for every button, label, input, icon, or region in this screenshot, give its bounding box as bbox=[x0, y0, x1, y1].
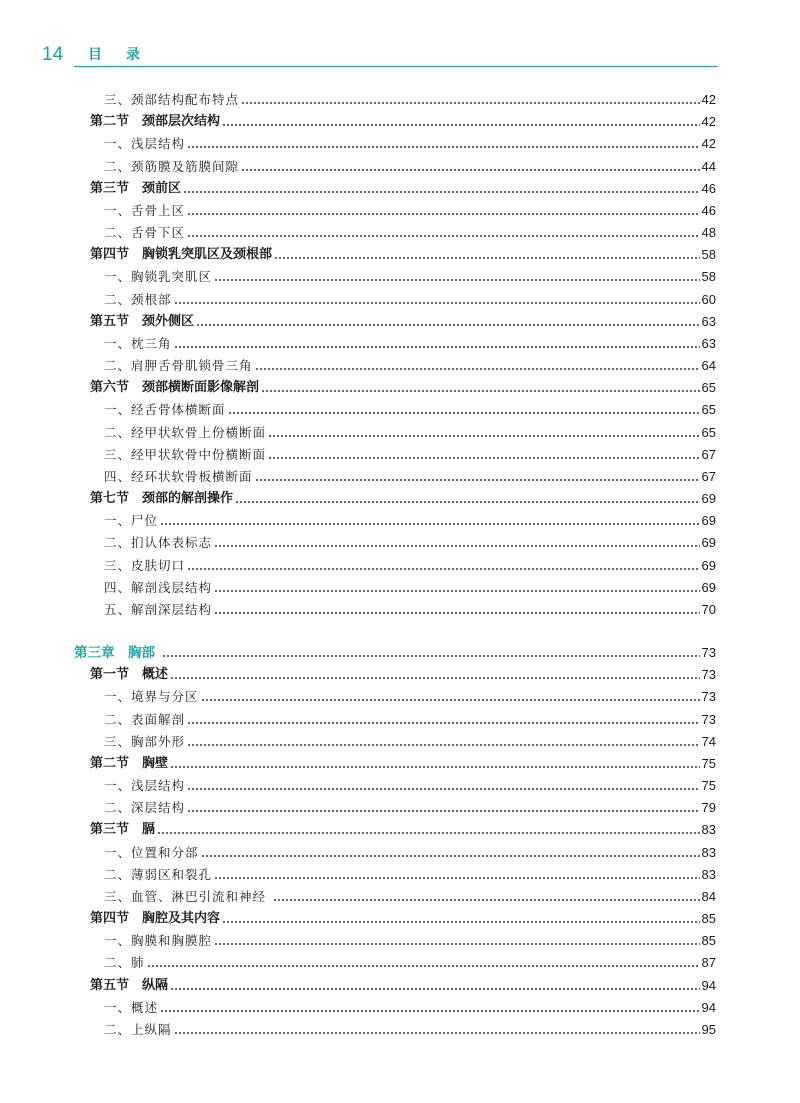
toc-section[interactable] bbox=[90, 972, 716, 994]
toc-entry-page: 58 bbox=[701, 247, 716, 262]
dot-leader bbox=[214, 545, 700, 547]
toc-entry-label: 三、经甲状软骨中份横断面 bbox=[104, 447, 267, 462]
toc-entry-label: 二、经甲状软骨上份横断面 bbox=[104, 425, 267, 440]
toc-subsection[interactable] bbox=[104, 728, 716, 750]
toc-entry-label: 二、肩胛舌骨肌锁骨三角 bbox=[104, 358, 253, 373]
toc-entry-label: 第五节 纵隔 bbox=[90, 978, 169, 993]
dot-leader bbox=[157, 832, 700, 834]
toc-entry-page: 83 bbox=[701, 867, 716, 882]
dot-leader bbox=[214, 877, 700, 879]
dot-leader bbox=[162, 655, 700, 657]
toc-subsection[interactable] bbox=[104, 574, 716, 596]
toc-entry-page: 42 bbox=[701, 114, 716, 129]
dot-leader bbox=[255, 479, 700, 481]
dot-leader bbox=[170, 988, 700, 990]
toc-subsection[interactable] bbox=[104, 883, 716, 905]
dot-leader bbox=[274, 257, 700, 259]
dot-leader bbox=[187, 235, 700, 237]
dot-leader bbox=[241, 169, 700, 171]
toc-entry-page: 83 bbox=[701, 845, 716, 860]
toc-entry-page: 42 bbox=[701, 136, 716, 151]
header-title-char-2: 录 bbox=[126, 47, 140, 63]
toc-entry-page: 60 bbox=[701, 292, 716, 307]
toc-entry-label: 四、解剖浅层结构 bbox=[104, 580, 213, 595]
toc-entry-page: 73 bbox=[701, 712, 716, 727]
dot-leader bbox=[174, 346, 700, 348]
dot-leader bbox=[187, 146, 700, 148]
toc-entry-label: 第五节 颈外侧区 bbox=[90, 314, 195, 329]
dot-leader bbox=[222, 921, 700, 923]
toc-entry-page: 69 bbox=[701, 580, 716, 595]
toc-entry-page: 67 bbox=[701, 447, 716, 462]
toc-entry-page: 70 bbox=[701, 602, 716, 617]
toc-section[interactable] bbox=[90, 661, 716, 683]
toc-entry-page: 65 bbox=[701, 425, 716, 440]
toc-entry-page: 74 bbox=[701, 734, 716, 749]
toc-entry-label: 二、薄弱区和裂孔 bbox=[104, 867, 213, 882]
toc-section[interactable] bbox=[90, 175, 716, 197]
toc-section[interactable] bbox=[90, 816, 716, 838]
toc-entry-label: 一、位置和分部 bbox=[104, 845, 199, 860]
dot-leader bbox=[214, 943, 700, 945]
toc-entry-page: 69 bbox=[701, 535, 716, 550]
dot-leader bbox=[241, 102, 700, 104]
dot-leader bbox=[174, 1032, 700, 1034]
toc-entry-label: 三、胸部外形 bbox=[104, 734, 186, 749]
toc-entry-page: 79 bbox=[701, 800, 716, 815]
toc-subsection[interactable] bbox=[104, 263, 716, 285]
toc-entry-label: 一、舌骨上区 bbox=[104, 203, 186, 218]
dot-leader bbox=[183, 191, 700, 193]
toc-subsection[interactable] bbox=[104, 529, 716, 551]
toc-entry-page: 42 bbox=[701, 92, 716, 107]
dot-leader bbox=[201, 699, 700, 701]
dot-leader bbox=[261, 390, 700, 392]
dot-leader bbox=[170, 677, 700, 679]
toc-entry-page: 94 bbox=[701, 978, 716, 993]
toc-entry-label: 二、颈根部 bbox=[104, 292, 172, 307]
dot-leader bbox=[196, 324, 700, 326]
toc-entry-page: 64 bbox=[701, 358, 716, 373]
toc-entry-label: 二、颈筋膜及筋膜间隙 bbox=[104, 159, 240, 174]
toc-section[interactable] bbox=[90, 241, 716, 263]
toc-entry-label: 第三节 膈 bbox=[90, 822, 156, 837]
toc-entry-label: 三、血管、淋巴引流和神经 bbox=[104, 889, 271, 904]
toc-entry-label: 二、深层结构 bbox=[104, 800, 186, 815]
toc-subsection[interactable] bbox=[104, 86, 716, 108]
toc-entry-page: 84 bbox=[701, 889, 716, 904]
toc-entry-page: 46 bbox=[701, 181, 716, 196]
toc-entry-label: 第一节 概述 bbox=[90, 667, 169, 682]
toc-entry-label: 第四节 胸锁乳突肌区及颈根部 bbox=[90, 247, 273, 262]
toc-entry-page: 73 bbox=[701, 689, 716, 704]
toc-section[interactable] bbox=[90, 108, 716, 130]
dot-leader bbox=[187, 722, 700, 724]
toc-subsection[interactable] bbox=[104, 330, 716, 352]
toc-subsection[interactable] bbox=[104, 861, 716, 883]
toc-subsection[interactable] bbox=[104, 839, 716, 861]
toc-subsection[interactable] bbox=[104, 130, 716, 152]
toc-entry-page: 48 bbox=[701, 225, 716, 240]
toc-entry-label: 二、表面解剖 bbox=[104, 712, 186, 727]
toc-entry-page: 63 bbox=[701, 336, 716, 351]
toc-entry-page: 65 bbox=[701, 402, 716, 417]
toc-entry-label: 二、上纵隔 bbox=[104, 1022, 172, 1037]
toc-subsection[interactable] bbox=[104, 772, 716, 794]
dot-leader bbox=[214, 590, 700, 592]
toc-entry-label: 一、概述 bbox=[104, 1000, 159, 1015]
toc-entry-label: 一、境界与分区 bbox=[104, 689, 199, 704]
toc-entry-label: 二、肺 bbox=[104, 955, 145, 970]
toc-subsection[interactable] bbox=[104, 949, 716, 971]
toc-subsection[interactable] bbox=[104, 396, 716, 418]
header-title-char-1: 目 bbox=[88, 47, 102, 63]
dot-leader bbox=[187, 213, 700, 215]
dot-leader bbox=[187, 810, 700, 812]
toc-entry-label: 四、经环状软骨板横断面 bbox=[104, 469, 253, 484]
dot-leader bbox=[235, 501, 700, 503]
header-rule bbox=[74, 66, 718, 67]
toc-subsection[interactable] bbox=[104, 552, 716, 574]
dot-leader bbox=[187, 788, 700, 790]
toc-subsection[interactable] bbox=[104, 441, 716, 463]
toc-entry-page: 75 bbox=[701, 756, 716, 771]
toc-entry-page: 63 bbox=[701, 314, 716, 329]
toc-chapter[interactable] bbox=[74, 639, 716, 661]
toc-entry-page: 58 bbox=[701, 269, 716, 284]
toc-entry-label: 三、颈部结构配布特点 bbox=[104, 92, 240, 107]
toc-entry-label: 三、皮肤切口 bbox=[104, 558, 186, 573]
dot-leader bbox=[268, 435, 700, 437]
dot-leader bbox=[228, 412, 700, 414]
toc-entry-page: 73 bbox=[701, 667, 716, 682]
toc-entry-label: 二、扪认体表标志 bbox=[104, 535, 213, 550]
toc-section[interactable] bbox=[90, 485, 716, 507]
toc-entry-label: 一、经舌骨体横断面 bbox=[104, 402, 226, 417]
toc-entry-label: 第二节 颈部层次结构 bbox=[90, 114, 221, 129]
toc-entry-label: 第三章 胸部 bbox=[74, 645, 160, 661]
dot-leader bbox=[214, 612, 700, 614]
toc-section[interactable] bbox=[90, 308, 716, 330]
dot-leader bbox=[174, 302, 700, 304]
toc-entry-page: 73 bbox=[701, 645, 716, 660]
toc-entry-label: 一、浅层结构 bbox=[104, 136, 186, 151]
page-number: 14 bbox=[42, 44, 64, 65]
toc-entry-label: 一、枕三角 bbox=[104, 336, 172, 351]
toc-entry-page: 69 bbox=[701, 513, 716, 528]
toc-entry-label: 第七节 颈部的解剖操作 bbox=[90, 491, 234, 506]
toc-section[interactable] bbox=[90, 750, 716, 772]
toc-entry-page: 69 bbox=[701, 558, 716, 573]
toc-entry-page: 44 bbox=[701, 159, 716, 174]
toc-entry-label: 一、尸位 bbox=[104, 513, 159, 528]
toc-subsection[interactable] bbox=[104, 1016, 716, 1038]
toc-entry-label: 第三节 颈前区 bbox=[90, 181, 182, 196]
toc-subsection[interactable] bbox=[104, 419, 716, 441]
dot-leader bbox=[170, 766, 700, 768]
toc-subsection[interactable] bbox=[104, 219, 716, 241]
dot-leader bbox=[222, 124, 700, 126]
dot-leader bbox=[187, 568, 700, 570]
toc-subsection[interactable] bbox=[104, 994, 716, 1016]
toc-entry-page: 85 bbox=[701, 933, 716, 948]
toc-section[interactable] bbox=[90, 905, 716, 927]
dot-leader bbox=[273, 899, 700, 901]
dot-leader bbox=[201, 855, 700, 857]
toc-subsection[interactable] bbox=[104, 596, 716, 618]
toc-entry-page: 87 bbox=[701, 955, 716, 970]
toc-entry-page: 65 bbox=[701, 380, 716, 395]
toc-subsection[interactable] bbox=[104, 507, 716, 529]
toc-subsection[interactable] bbox=[104, 706, 716, 728]
dot-leader bbox=[187, 744, 700, 746]
toc-entry-page: 83 bbox=[701, 822, 716, 837]
toc-subsection[interactable] bbox=[104, 286, 716, 308]
toc-entry-label: 二、舌骨下区 bbox=[104, 225, 186, 240]
toc-section[interactable] bbox=[90, 374, 716, 396]
toc-entry-page: 67 bbox=[701, 469, 716, 484]
toc-subsection[interactable] bbox=[104, 794, 716, 816]
toc-entry-label: 五、解剖深层结构 bbox=[104, 602, 213, 617]
toc-entry-page: 85 bbox=[701, 911, 716, 926]
toc-entry-page: 69 bbox=[701, 491, 716, 506]
toc-subsection[interactable] bbox=[104, 927, 716, 949]
toc-entry-label: 第四节 胸腔及其内容 bbox=[90, 911, 221, 926]
dot-leader bbox=[160, 523, 700, 525]
running-header bbox=[42, 44, 718, 66]
toc-subsection[interactable] bbox=[104, 352, 716, 374]
toc-entry-label: 第二节 胸壁 bbox=[90, 756, 169, 771]
toc-entry-label: 一、胸锁乳突肌区 bbox=[104, 269, 213, 284]
dot-leader bbox=[268, 457, 700, 459]
toc-entry-page: 94 bbox=[701, 1000, 716, 1015]
toc-entry-page: 75 bbox=[701, 778, 716, 793]
toc-entry-page: 46 bbox=[701, 203, 716, 218]
toc-entry-label: 一、胸膜和胸膜腔 bbox=[104, 933, 213, 948]
dot-leader bbox=[147, 965, 700, 967]
toc-entry-page: 95 bbox=[701, 1022, 716, 1037]
toc-entry-label: 第六节 颈部横断面影像解剖 bbox=[90, 380, 260, 395]
toc-subsection[interactable] bbox=[104, 463, 716, 485]
dot-leader bbox=[255, 368, 700, 370]
toc-subsection[interactable] bbox=[104, 153, 716, 175]
dot-leader bbox=[160, 1010, 700, 1012]
dot-leader bbox=[214, 279, 700, 281]
toc-entry-label: 一、浅层结构 bbox=[104, 778, 186, 793]
toc-subsection[interactable] bbox=[104, 197, 716, 219]
toc-subsection[interactable] bbox=[104, 683, 716, 705]
